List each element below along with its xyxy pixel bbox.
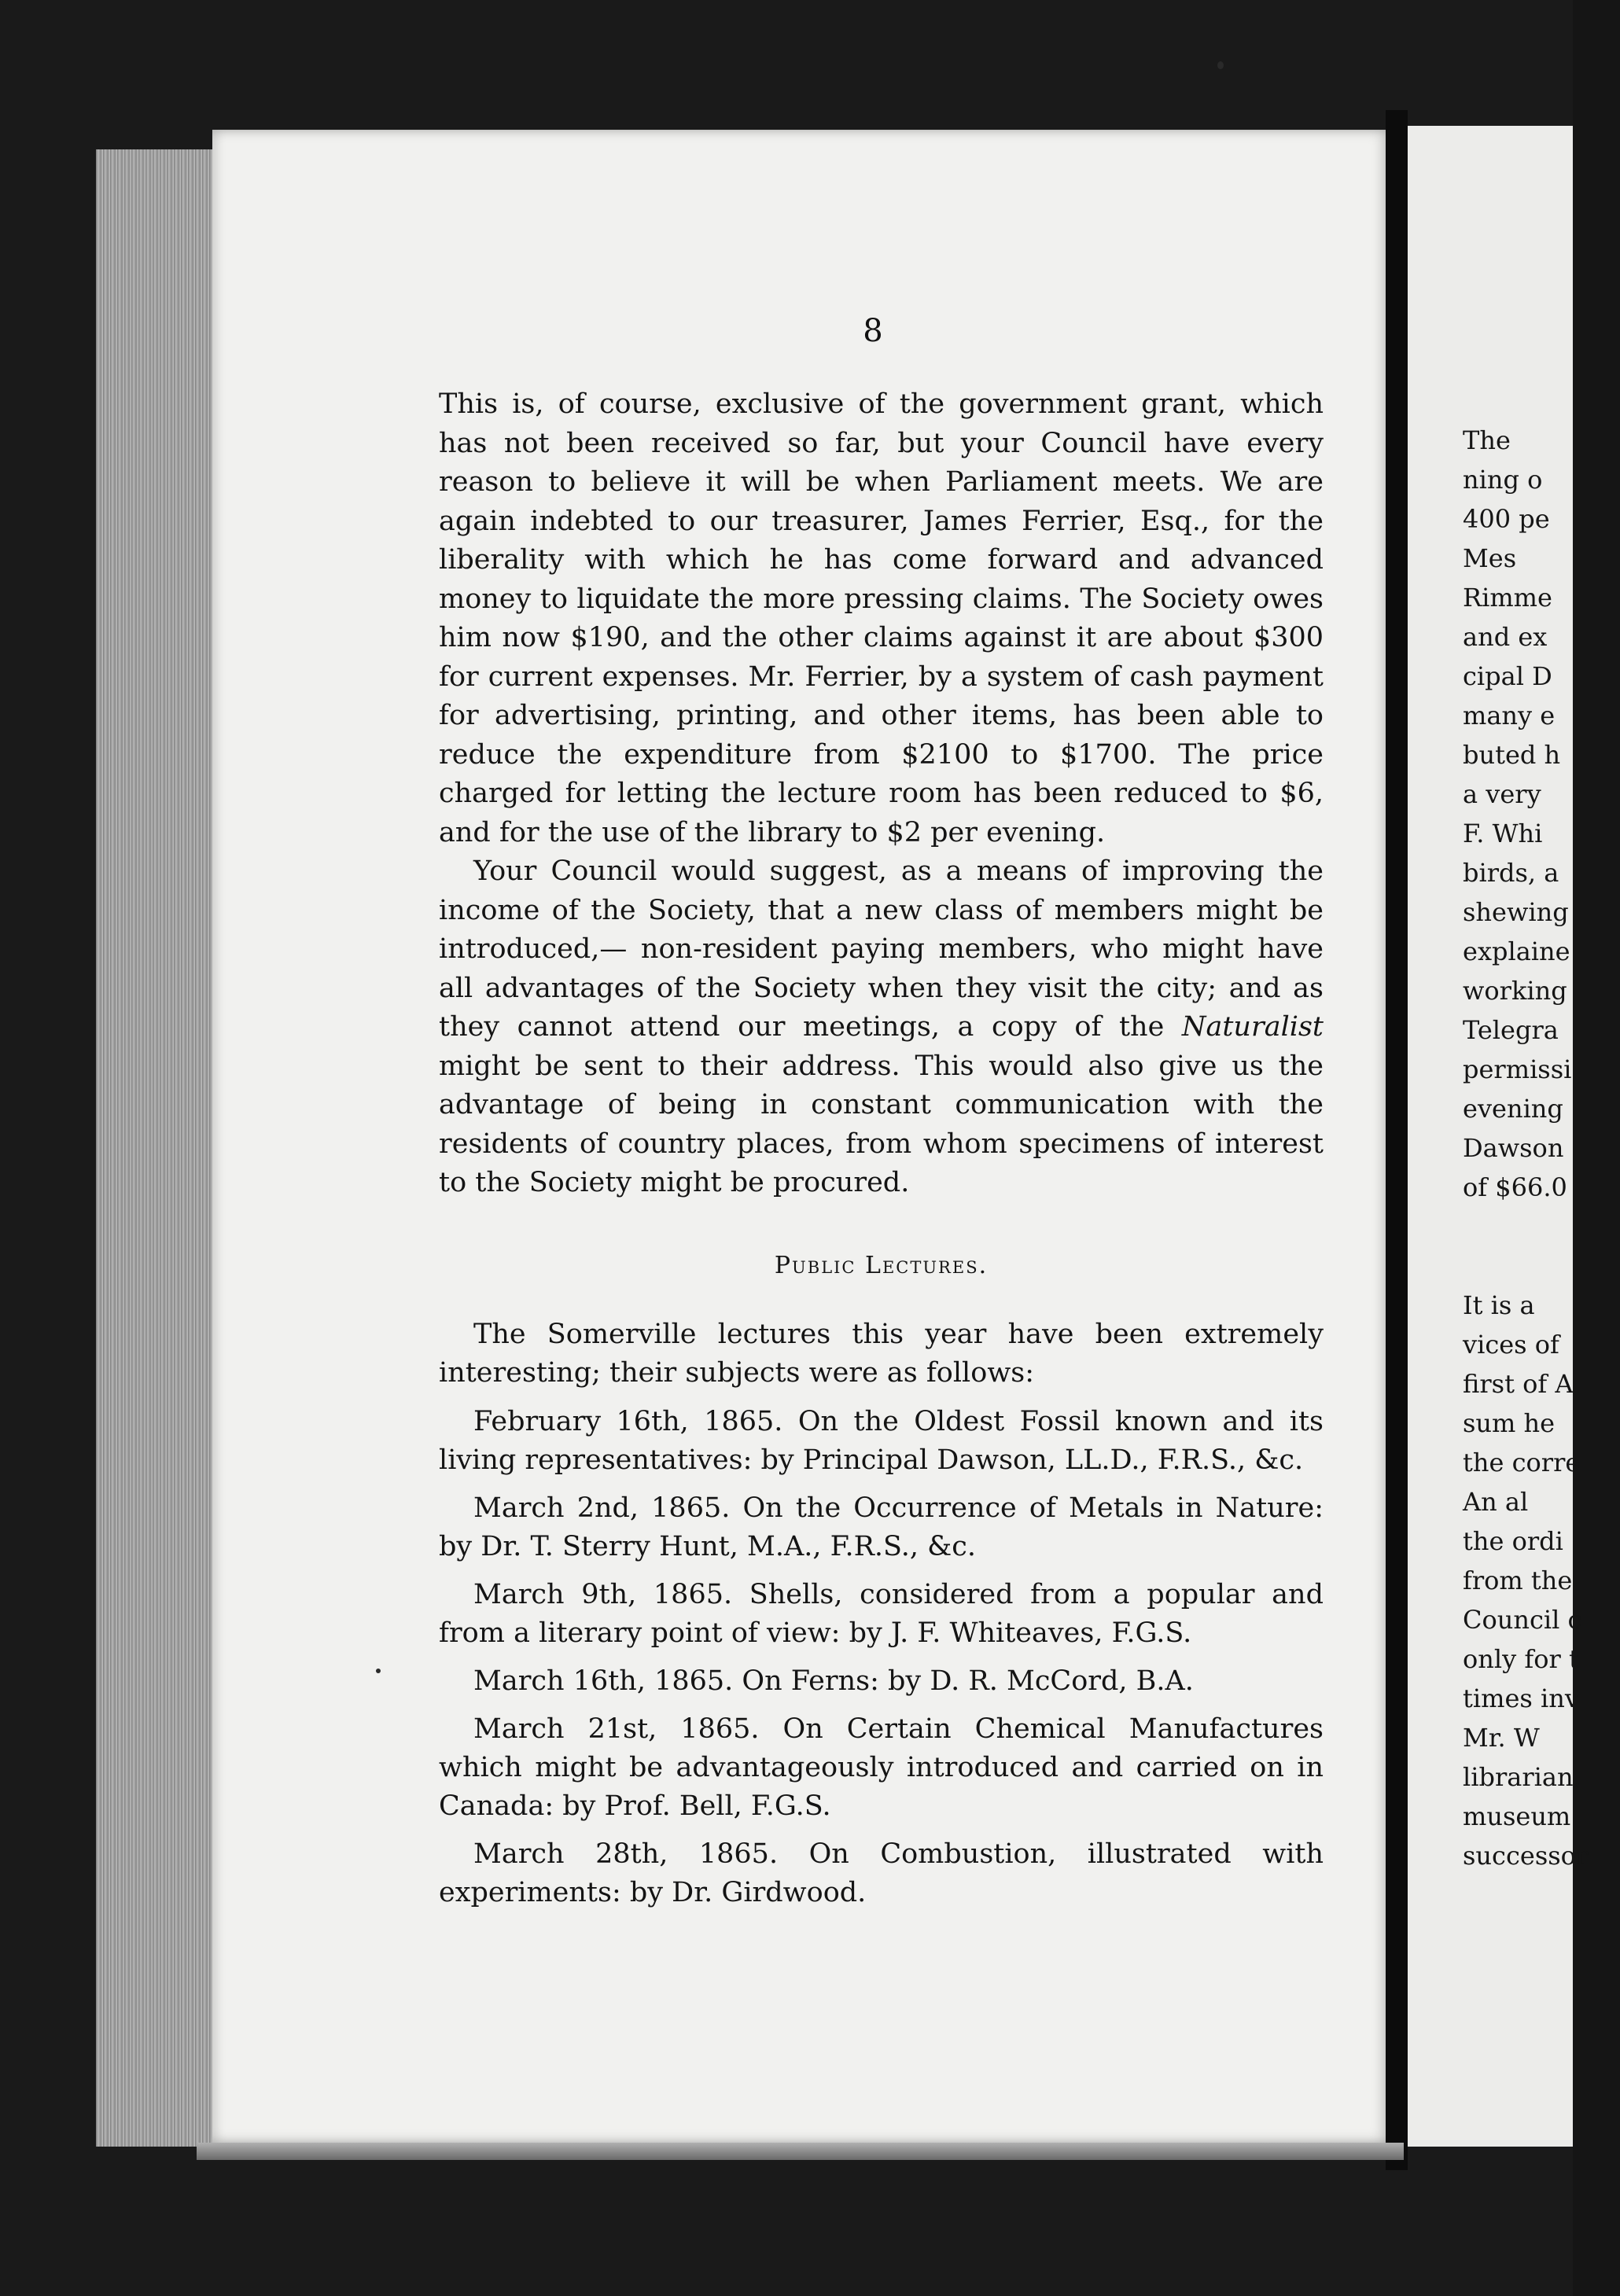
lecture-item: March 2nd, 1865. On the Occurrence of Metals in Nature: by Dr. T. Sterry Hunt, M.A., F.R.S., &c.	[439, 1492, 1324, 1562]
right-page-line: from the	[1463, 1566, 1573, 1595]
paragraph-finances: This is, of course, exclusive of the government grant, which has not been received so far, but your Council have every reason to believe it will be when Parliament meets. We are again indebted to our treasurer, James Ferrier, Esq., for the liberality with which he has come forward and advanced money to liquidate the more pressing claims. The Society owes him now $190, and the other claims against it are about $300 for current expenses. Mr. Ferrier, by a system of cash payment for advertising, printing, and other items, has been able to reduce the expenditure from $2100 to $1700. The price charged for letting the lecture room has been reduced to $6, and for the use of the library to $2 per evening.	[439, 388, 1324, 848]
right-page-line: The	[1463, 425, 1511, 455]
lecture-item: March 16th, 1865. On Ferns: by D. R. McCord, B.A.	[473, 1665, 1194, 1697]
left-page-text	[439, 385, 1324, 1922]
right-page-line: Rimme	[1463, 583, 1552, 613]
right-page-line: explaine	[1463, 936, 1570, 966]
right-page-line: many e	[1463, 701, 1556, 730]
right-page-line: museum	[1463, 1801, 1571, 1831]
right-page-line: times inv	[1463, 1683, 1579, 1713]
lecture-item: March 9th, 1865. Shells, considered from a popular and from a literary point of view: by J. F. Whiteaves, F.G.S.	[439, 1578, 1324, 1649]
right-page-line: librarian,	[1463, 1762, 1581, 1792]
right-page-line	[1463, 1207, 1620, 1246]
right-page-line: the corre	[1463, 1448, 1581, 1477]
right-page-line: vices of	[1463, 1330, 1559, 1360]
right-page-line: and ex	[1463, 622, 1548, 652]
right-page-line: Council c	[1463, 1605, 1582, 1635]
right-page-line: ning o	[1463, 465, 1543, 495]
paragraph-membership: Your Council would suggest, as a means of improving the income of the Society, that a new class of members might be introduced,— non-resident paying members, who might have all advantages of the Society when they visit the city; and as they cannot attend our meetings, a copy of the Naturalist might be sent to their address. This would also give us the advantage of being in constant communication with the residents of country places, from whom specimens of interest to the Society might be procured.	[439, 855, 1324, 1198]
right-page-line	[1463, 1246, 1620, 1286]
right-page-line: cipal D	[1463, 661, 1552, 691]
lectures-intro: The Somerville lectures this year have been extremely interesting; their subjects were as follows:	[439, 1318, 1324, 1389]
right-page-line: 400 pe	[1463, 504, 1550, 534]
right-page-line: only for t	[1463, 1644, 1579, 1674]
lecture-list	[439, 1403, 1324, 1912]
book-gutter	[1386, 110, 1408, 2170]
right-page-line: sum he	[1463, 1408, 1556, 1438]
right-page-line: shewing	[1463, 897, 1569, 927]
right-page-line: of $66.0	[1463, 1172, 1567, 1202]
bottom-edge	[197, 2143, 1404, 2160]
right-page-line: Mr. W	[1463, 1723, 1540, 1753]
lecture-item: March 28th, 1865. On Combustion, illustrated with experiments: by Dr. Girdwood.	[439, 1838, 1324, 1908]
right-page-text	[1463, 421, 1620, 1875]
right-page-line: successor	[1463, 1841, 1589, 1871]
right-page-line: Telegra	[1463, 1015, 1559, 1045]
right-page-line: Mes	[1463, 543, 1517, 573]
dust-speck	[1217, 61, 1224, 69]
lecture-item: March 21st, 1865. On Certain Chemical Manufactures which might be advantageously introduced and carried on in Canada: by Prof. Bell, F.G.S.	[439, 1713, 1324, 1822]
right-page-line: F. Whi	[1463, 819, 1543, 848]
right-page-line: permissi	[1463, 1054, 1572, 1084]
right-page-line: the ordi	[1463, 1526, 1563, 1556]
section-heading: Public Lectures.	[774, 1251, 989, 1279]
right-page-line: buted h	[1463, 740, 1561, 770]
right-page-line: birds, a	[1463, 858, 1559, 888]
right-page-line: working	[1463, 976, 1567, 1006]
page-edges	[96, 149, 222, 2147]
right-page-line: first of A	[1463, 1369, 1574, 1399]
periodical-title: Naturalist	[1181, 1011, 1324, 1043]
page-number: 8	[863, 313, 883, 349]
right-page-line: Dawson	[1463, 1133, 1564, 1163]
right-page-line: evening	[1463, 1094, 1563, 1124]
dust-speck	[376, 1669, 381, 1673]
right-page-line: It is a	[1463, 1290, 1535, 1320]
right-page-line: a very	[1463, 779, 1541, 809]
lecture-item: February 16th, 1865. On the Oldest Fossil known and its living representatives: by Principal Dawson, LL.D., F.R.S., &c.	[439, 1405, 1324, 1476]
right-page-line: An al	[1463, 1487, 1529, 1517]
